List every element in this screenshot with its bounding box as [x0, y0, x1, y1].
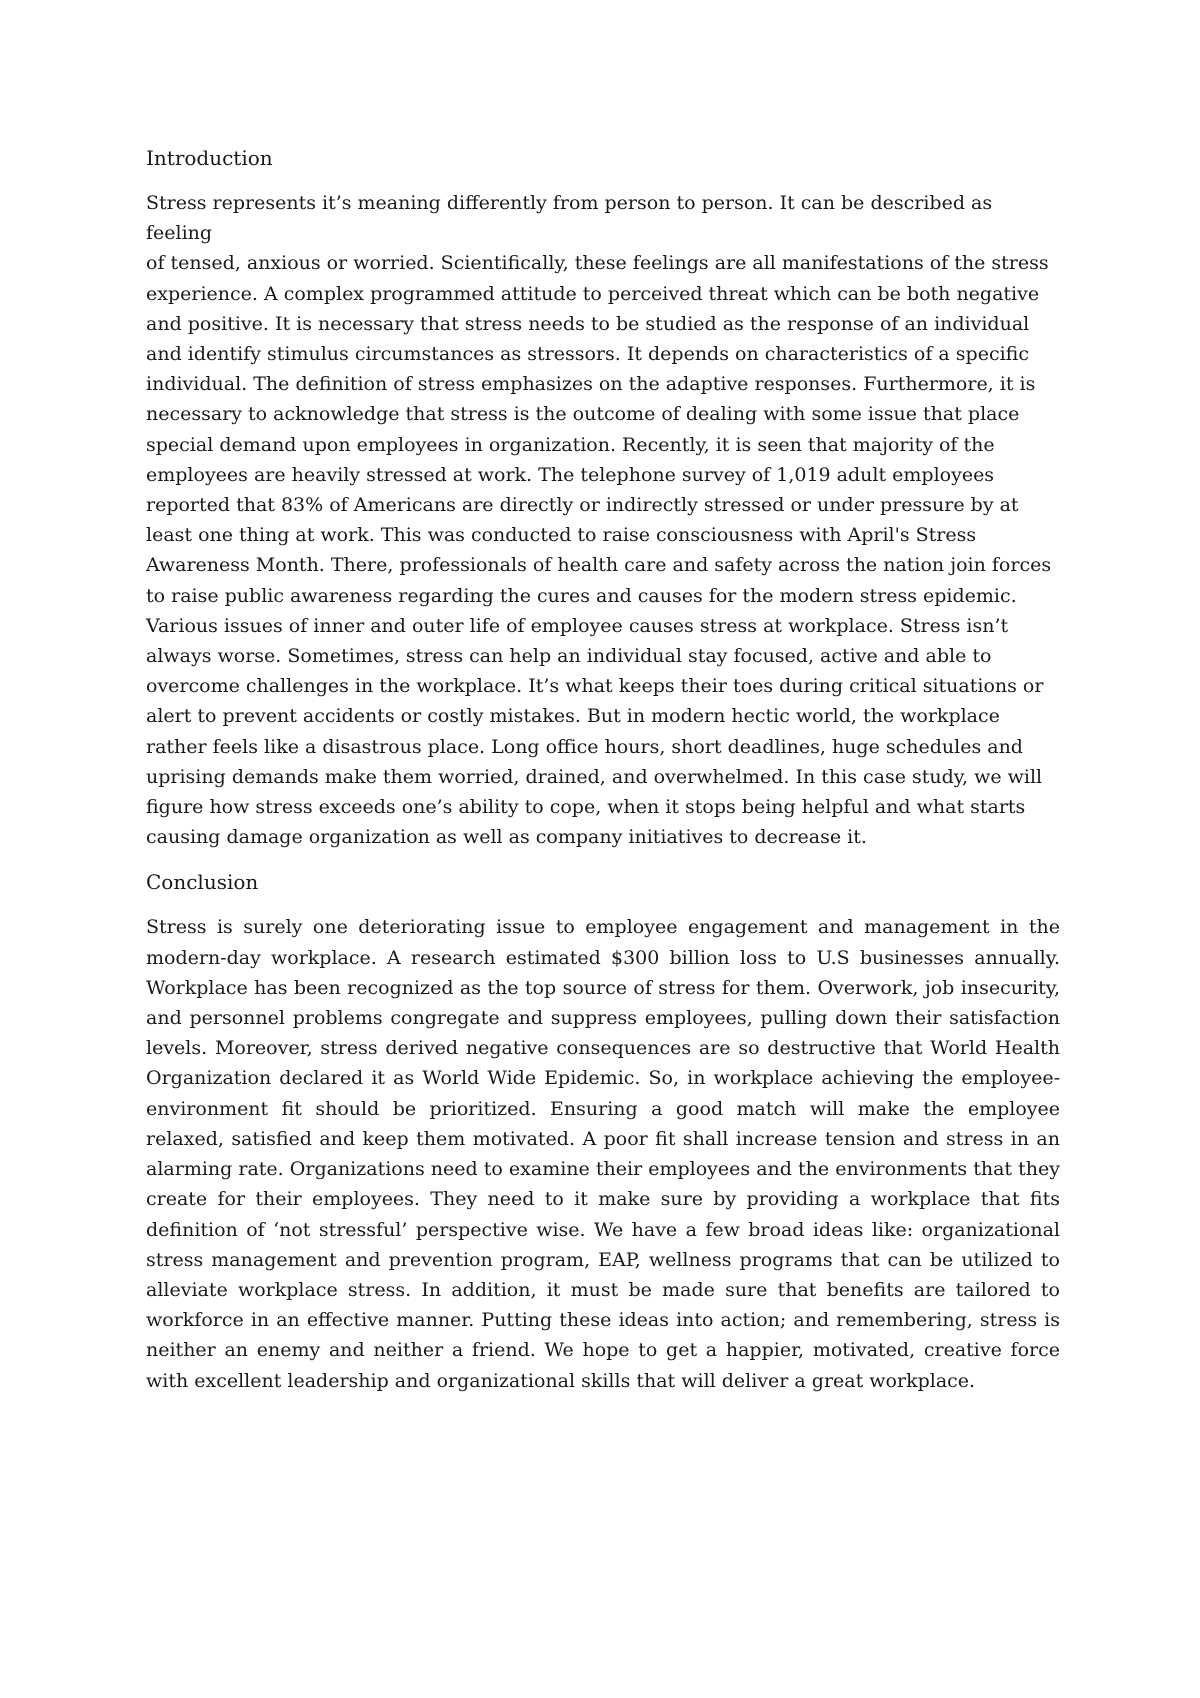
- document-page: [146, 142, 1060, 1410]
- conclusion-line: workforce in an effective manner. Putting these ideas into action; and remembering, stress is: [146, 1309, 1060, 1332]
- introduction-line: rather feels like a disastrous place. Long office hours, short deadlines, huge schedules and: [146, 735, 1023, 758]
- introduction-paragraph: [146, 188, 1060, 852]
- conclusion-line: with excellent leadership and organizational skills that will deliver a great workplace.: [146, 1369, 976, 1392]
- conclusion-line: Stress is surely one deteriorating issue to employee engagement and management in the: [146, 916, 1060, 939]
- conclusion-line: modern-day workplace. A research estimated $300 billion loss to U.S businesses annually.: [146, 946, 1060, 969]
- conclusion-heading: Conclusion: [146, 870, 259, 895]
- conclusion-line: and personnel problems congregate and suppress employees, pulling down their satisfaction: [146, 1007, 1060, 1030]
- conclusion-line: definition of ‘not stressful’ perspective wise. We have a few broad ideas like: organizational: [146, 1218, 1060, 1241]
- introduction-line: overcome challenges in the workplace. It’s what keeps their toes during critical situations or: [146, 675, 1044, 698]
- conclusion-line: alleviate workplace stress. In addition, it must be made sure that benefits are tailored to: [146, 1278, 1060, 1301]
- introduction-line: Various issues of inner and outer life of employee causes stress at workplace. Stress isn’t: [146, 614, 1009, 637]
- introduction-line: figure how stress exceeds one’s ability to cope, when it stops being helpful and what starts: [146, 796, 1026, 819]
- introduction-line: Stress represents it’s meaning differently from person to person. It can be described as feeling: [146, 192, 993, 245]
- introduction-line: special demand upon employees in organization. Recently, it is seen that majority of the: [146, 433, 995, 456]
- introduction-line: employees are heavily stressed at work. The telephone survey of 1,019 adult employees: [146, 463, 995, 486]
- introduction-line: alert to prevent accidents or costly mistakes. But in modern hectic world, the workplace: [146, 705, 1000, 728]
- introduction-line: reported that 83% of Americans are directly or indirectly stressed or under pressure by at: [146, 494, 1019, 517]
- introduction-line: of tensed, anxious or worried. Scientifically, these feelings are all manifestations of the stress: [146, 252, 1049, 275]
- introduction-line: Awareness Month. There, professionals of health care and safety across the nation join forces: [146, 554, 1052, 577]
- conclusion-line: neither an enemy and neither a friend. We hope to get a happier, motivated, creative force: [146, 1339, 1060, 1362]
- introduction-line: uprising demands make them worried, drained, and overwhelmed. In this case study, we will: [146, 765, 1043, 788]
- conclusion-line: stress management and prevention program, EAP, wellness programs that can be utilized to: [146, 1248, 1060, 1271]
- conclusion-line: Workplace has been recognized as the top source of stress for them. Overwork, job insecurity,: [146, 976, 1060, 999]
- introduction-line: experience. A complex programmed attitude to perceived threat which can be both negative: [146, 282, 1040, 305]
- introduction-line: causing damage organization as well as company initiatives to decrease it.: [146, 826, 867, 849]
- conclusion-line: relaxed, satisfied and keep them motivated. A poor fit shall increase tension and stress in an: [146, 1127, 1060, 1150]
- introduction-line: and identify stimulus circumstances as stressors. It depends on characteristics of a specific: [146, 343, 1029, 366]
- introduction-line: least one thing at work. This was conducted to raise consciousness with April's Stress: [146, 524, 977, 547]
- introduction-line: individual. The definition of stress emphasizes on the adaptive responses. Furthermore, it is: [146, 373, 1036, 396]
- introduction-line: always worse. Sometimes, stress can help an individual stay focused, active and able to: [146, 645, 992, 668]
- conclusion-line: alarming rate. Organizations need to examine their employees and the environments that they: [146, 1158, 1060, 1181]
- introduction-line: to raise public awareness regarding the cures and causes for the modern stress epidemic.: [146, 584, 1017, 607]
- conclusion-paragraph: [146, 912, 1060, 1395]
- conclusion-line: create for their employees. They need to it make sure by providing a workplace that fits: [146, 1188, 1060, 1211]
- introduction-heading: Introduction: [146, 146, 273, 170]
- introduction-line: and positive. It is necessary that stress needs to be studied as the response of an individual: [146, 312, 1030, 335]
- introduction-line: necessary to acknowledge that stress is the outcome of dealing with some issue that place: [146, 403, 1020, 426]
- conclusion-line: levels. Moreover, stress derived negative consequences are so destructive that World Health: [146, 1037, 1060, 1060]
- conclusion-line: environment fit should be prioritized. Ensuring a good match will make the employee: [146, 1097, 1060, 1120]
- conclusion-line: Organization declared it as World Wide Epidemic. So, in workplace achieving the employee-: [146, 1067, 1060, 1090]
